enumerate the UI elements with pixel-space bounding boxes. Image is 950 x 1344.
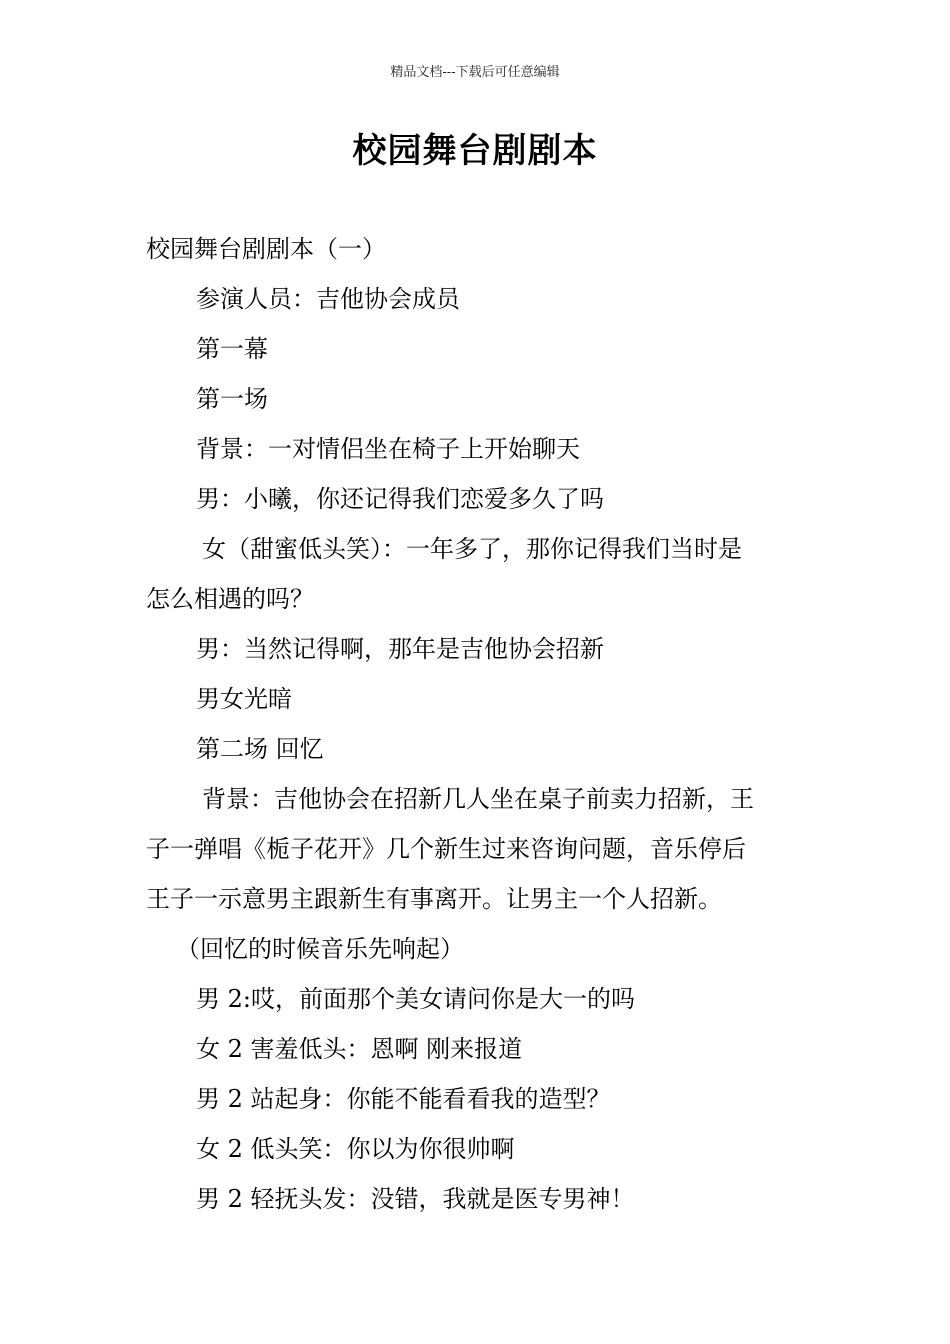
paragraph-cast: 参演人员：吉他协会成员 <box>196 285 460 313</box>
paragraph-dialogue: 男：小曦，你还记得我们恋爱多久了吗 <box>196 485 604 513</box>
paragraph-dialogue: 男 2 站起身：你能不能看看我的造型？ <box>196 1085 611 1113</box>
paragraph-dialogue-continued: 怎么相遇的吗？ <box>146 585 314 613</box>
paragraph-stage-direction: 男女光暗 <box>196 685 292 713</box>
paragraph-dialogue: 女 2 低头笑：你以为你很帅啊 <box>196 1135 515 1163</box>
paragraph-stage-direction: （回忆的时候音乐先响起） <box>176 935 464 963</box>
paragraph-background-2: 背景：吉他协会在招新几人坐在桌子前卖力招新，王 <box>202 785 754 813</box>
paragraph-background-2-continued: 王子一示意男主跟新生有事离开。让男主一个人招新。 <box>146 885 722 913</box>
paragraph-dialogue: 男 2:哎，前面那个美女请问你是大一的吗 <box>196 985 635 1013</box>
paragraph-act: 第一幕 <box>196 335 268 363</box>
page-header: 精品文档---下载后可任意编辑 <box>390 65 560 80</box>
paragraph-dialogue: 男 2 轻抚头发：没错，我就是医专男神！ <box>196 1185 635 1213</box>
paragraph-scene-2: 第二场 回忆 <box>196 735 324 763</box>
paragraph-dialogue: 女 2 害羞低头：恩啊 刚来报道 <box>196 1035 523 1063</box>
paragraph-background-1: 背景：一对情侣坐在椅子上开始聊天 <box>196 435 580 463</box>
section-heading: 校园舞台剧剧本（一） <box>146 235 386 263</box>
document-title: 校园舞台剧剧本 <box>352 131 598 171</box>
paragraph-dialogue: 女（甜蜜低头笑）：一年多了，那你记得我们当时是 <box>202 535 742 563</box>
paragraph-background-2-continued: 子一弹唱《栀子花开》几个新生过来咨询问题，音乐停后 <box>146 835 746 863</box>
paragraph-scene-1: 第一场 <box>196 385 268 413</box>
document-body <box>146 224 810 1224</box>
paragraph-dialogue: 男：当然记得啊，那年是吉他协会招新 <box>196 635 604 663</box>
